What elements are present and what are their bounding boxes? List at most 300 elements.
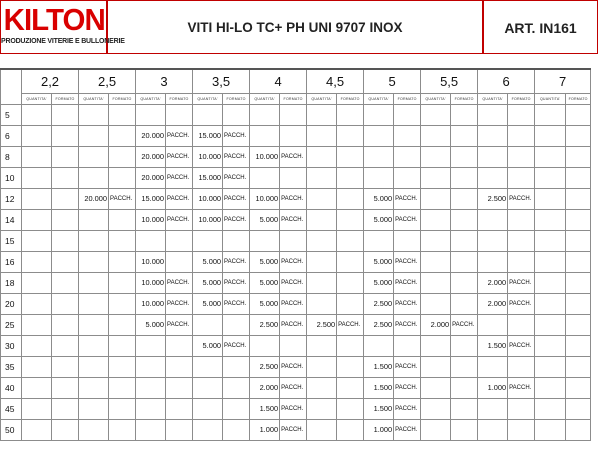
quantity-cell: 1.000	[364, 419, 394, 440]
format-cell	[52, 188, 79, 209]
quantity-cell: 1.000	[250, 419, 280, 440]
diameter-header: 2,2	[22, 69, 79, 93]
format-cell: PACCH.	[223, 188, 250, 209]
quantity-cell	[421, 398, 451, 419]
quantity-cell: 5.000	[193, 293, 223, 314]
quantity-cell: 2.000	[478, 293, 508, 314]
format-cell: PACCH.	[223, 125, 250, 146]
quantity-cell	[535, 146, 566, 167]
quantity-subheader: QUANTITA'	[79, 93, 109, 104]
quantity-cell	[79, 251, 109, 272]
quantity-cell: 2.000	[421, 314, 451, 335]
format-cell: PACCH.	[223, 251, 250, 272]
quantity-cell: 2.500	[250, 314, 280, 335]
format-cell	[337, 293, 364, 314]
format-cell	[223, 314, 250, 335]
format-cell	[508, 104, 535, 125]
length-label: 25	[1, 314, 22, 335]
format-cell: PACCH.	[223, 335, 250, 356]
quantity-cell	[478, 167, 508, 188]
quantity-cell: 1.500	[364, 356, 394, 377]
quantity-cell	[193, 398, 223, 419]
format-cell	[566, 314, 591, 335]
format-cell: PACCH.	[394, 314, 421, 335]
format-cell	[508, 125, 535, 146]
format-cell	[394, 230, 421, 251]
quantity-cell	[421, 419, 451, 440]
table-row	[1, 398, 591, 419]
quantity-cell	[22, 146, 52, 167]
quantity-cell	[535, 209, 566, 230]
quantity-cell	[79, 356, 109, 377]
quantity-cell: 1.000	[478, 377, 508, 398]
quantity-cell	[478, 356, 508, 377]
format-cell	[223, 356, 250, 377]
quantity-cell: 10.000	[193, 209, 223, 230]
format-cell	[451, 230, 478, 251]
format-cell: PACCH.	[223, 272, 250, 293]
format-cell	[508, 167, 535, 188]
quantity-cell	[421, 125, 451, 146]
format-cell	[566, 125, 591, 146]
table-row	[1, 293, 591, 314]
diameter-header: 5,5	[421, 69, 478, 93]
table-row	[1, 209, 591, 230]
format-cell: PACCH.	[394, 293, 421, 314]
format-cell	[337, 146, 364, 167]
quantity-cell	[250, 230, 280, 251]
format-cell	[52, 398, 79, 419]
format-cell	[566, 188, 591, 209]
format-cell: PACCH.	[280, 272, 307, 293]
format-cell	[566, 377, 591, 398]
format-cell	[280, 167, 307, 188]
quantity-cell: 5.000	[193, 251, 223, 272]
quantity-cell	[307, 251, 337, 272]
quantity-cell: 5.000	[364, 209, 394, 230]
quantity-cell	[250, 335, 280, 356]
quantity-cell	[478, 419, 508, 440]
length-label: 18	[1, 272, 22, 293]
quantity-cell	[136, 419, 166, 440]
format-cell: PACCH.	[394, 251, 421, 272]
format-cell	[109, 125, 136, 146]
quantity-cell	[79, 125, 109, 146]
diameter-header: 3,5	[193, 69, 250, 93]
format-cell	[337, 104, 364, 125]
format-subheader: FORMATO	[566, 93, 591, 104]
format-cell	[109, 314, 136, 335]
product-title: VITI HI-LO TC+ PH UNI 9707 INOX	[108, 1, 484, 54]
format-cell	[52, 356, 79, 377]
quantity-cell	[79, 209, 109, 230]
format-cell: PACCH.	[280, 209, 307, 230]
table-row	[1, 314, 591, 335]
company-logo	[1, 1, 125, 54]
format-cell	[394, 335, 421, 356]
format-cell: PACCH.	[280, 188, 307, 209]
table-row	[1, 167, 591, 188]
diameter-header: 2,5	[79, 69, 136, 93]
format-cell: PACCH.	[280, 293, 307, 314]
format-cell	[566, 335, 591, 356]
length-label: 5	[1, 104, 22, 125]
format-cell	[337, 377, 364, 398]
quantity-cell	[307, 104, 337, 125]
quantity-cell: 1.500	[250, 398, 280, 419]
length-label: 15	[1, 230, 22, 251]
quantity-cell	[421, 251, 451, 272]
format-cell	[109, 293, 136, 314]
format-cell: PACCH.	[166, 188, 193, 209]
format-cell: PACCH.	[280, 377, 307, 398]
format-cell	[337, 335, 364, 356]
format-cell	[451, 419, 478, 440]
format-cell	[166, 335, 193, 356]
format-cell	[337, 398, 364, 419]
quantity-cell	[22, 167, 52, 188]
quantity-cell	[307, 167, 337, 188]
format-cell	[451, 167, 478, 188]
table-row	[1, 251, 591, 272]
quantity-cell	[535, 272, 566, 293]
format-cell	[166, 230, 193, 251]
table-row	[1, 335, 591, 356]
quantity-cell	[79, 293, 109, 314]
quantity-subheader: QUANTITA'	[136, 93, 166, 104]
format-cell	[566, 230, 591, 251]
length-label: 35	[1, 356, 22, 377]
format-cell	[451, 146, 478, 167]
header	[0, 0, 598, 54]
quantity-cell	[307, 398, 337, 419]
format-cell: PACCH.	[394, 419, 421, 440]
format-cell: PACCH.	[394, 188, 421, 209]
quantity-cell	[364, 335, 394, 356]
quantity-cell: 10.000	[136, 209, 166, 230]
quantity-cell	[307, 419, 337, 440]
format-cell	[566, 104, 591, 125]
format-cell	[394, 125, 421, 146]
quantity-cell	[250, 125, 280, 146]
quantity-cell	[22, 230, 52, 251]
format-cell: PACCH.	[280, 314, 307, 335]
quantity-cell	[535, 335, 566, 356]
format-cell	[508, 419, 535, 440]
format-cell	[451, 209, 478, 230]
table-row	[1, 272, 591, 293]
format-cell: PACCH.	[451, 314, 478, 335]
quantity-cell	[421, 335, 451, 356]
quantity-cell: 1.500	[364, 377, 394, 398]
format-cell	[166, 419, 193, 440]
quantity-cell	[79, 419, 109, 440]
format-cell	[52, 125, 79, 146]
quantity-cell	[421, 356, 451, 377]
logo-subtitle: PRODUZIONE VITERIE E BULLONERIE	[1, 38, 125, 45]
length-label: 30	[1, 335, 22, 356]
table-row	[1, 146, 591, 167]
diameter-header: 4	[250, 69, 307, 93]
format-cell	[52, 230, 79, 251]
format-cell	[166, 398, 193, 419]
table-row	[1, 419, 591, 440]
format-cell: PACCH.	[223, 293, 250, 314]
format-cell	[508, 146, 535, 167]
quantity-cell	[364, 167, 394, 188]
quantity-cell	[307, 335, 337, 356]
format-cell: PACCH.	[337, 314, 364, 335]
format-cell	[223, 377, 250, 398]
format-cell	[508, 314, 535, 335]
quantity-cell	[79, 272, 109, 293]
quantity-cell: 10.000	[193, 188, 223, 209]
quantity-cell	[193, 230, 223, 251]
format-cell: PACCH.	[166, 272, 193, 293]
quantity-subheader: QUANTITA'	[478, 93, 508, 104]
quantity-cell	[421, 146, 451, 167]
format-cell	[394, 104, 421, 125]
format-subheader: FORMATO	[223, 93, 250, 104]
diameter-header-row	[1, 69, 591, 93]
quantity-cell	[22, 125, 52, 146]
quantity-subheader: QUANTITA'	[535, 93, 566, 104]
quantity-cell: 10.000	[136, 293, 166, 314]
format-cell	[109, 272, 136, 293]
format-cell: PACCH.	[508, 335, 535, 356]
quantity-cell	[535, 167, 566, 188]
format-subheader: FORMATO	[451, 93, 478, 104]
format-cell	[566, 209, 591, 230]
quantity-subheader: QUANTITA'	[421, 93, 451, 104]
table-row	[1, 104, 591, 125]
format-cell	[166, 104, 193, 125]
format-cell: PACCH.	[223, 146, 250, 167]
quantity-cell	[478, 230, 508, 251]
format-cell	[166, 251, 193, 272]
format-cell: PACCH.	[166, 314, 193, 335]
format-cell	[566, 356, 591, 377]
quantity-cell: 15.000	[193, 125, 223, 146]
format-cell	[337, 188, 364, 209]
quantity-cell	[421, 167, 451, 188]
format-cell	[566, 167, 591, 188]
quantity-cell	[136, 230, 166, 251]
format-cell	[451, 398, 478, 419]
format-cell	[337, 272, 364, 293]
length-label: 8	[1, 146, 22, 167]
quantity-cell	[22, 419, 52, 440]
quantity-cell: 10.000	[136, 251, 166, 272]
format-cell	[166, 356, 193, 377]
table-row	[1, 230, 591, 251]
quantity-cell	[535, 356, 566, 377]
format-cell: PACCH.	[508, 188, 535, 209]
table-row	[1, 125, 591, 146]
format-cell	[109, 419, 136, 440]
format-cell	[52, 146, 79, 167]
quantity-cell: 5.000	[250, 293, 280, 314]
quantity-cell	[478, 146, 508, 167]
quantity-cell	[193, 356, 223, 377]
quantity-cell: 5.000	[136, 314, 166, 335]
quantity-cell	[193, 314, 223, 335]
quantity-cell	[307, 377, 337, 398]
format-cell	[508, 356, 535, 377]
format-cell	[451, 272, 478, 293]
format-cell: PACCH.	[166, 167, 193, 188]
format-cell: PACCH.	[508, 377, 535, 398]
format-cell	[280, 335, 307, 356]
format-cell	[566, 146, 591, 167]
quantity-cell: 5.000	[250, 209, 280, 230]
quantity-cell	[535, 377, 566, 398]
format-cell	[109, 104, 136, 125]
format-cell	[109, 335, 136, 356]
quantity-cell: 2.500	[364, 293, 394, 314]
length-label: 6	[1, 125, 22, 146]
format-cell	[337, 167, 364, 188]
format-cell	[451, 293, 478, 314]
quantity-cell	[421, 377, 451, 398]
format-cell: PACCH.	[508, 293, 535, 314]
quantity-cell	[307, 272, 337, 293]
format-cell	[166, 377, 193, 398]
format-cell: PACCH.	[109, 188, 136, 209]
quantity-cell	[364, 230, 394, 251]
length-label: 12	[1, 188, 22, 209]
quantity-cell	[535, 293, 566, 314]
format-cell	[109, 398, 136, 419]
quantity-cell	[79, 377, 109, 398]
length-label: 14	[1, 209, 22, 230]
quantity-cell	[22, 293, 52, 314]
quantity-cell: 2.500	[250, 356, 280, 377]
format-cell: PACCH.	[280, 251, 307, 272]
quantity-cell: 2.500	[307, 314, 337, 335]
format-cell	[52, 209, 79, 230]
quantity-cell	[193, 377, 223, 398]
format-subheader: FORMATO	[280, 93, 307, 104]
format-cell	[566, 272, 591, 293]
diameter-header: 4,5	[307, 69, 364, 93]
format-cell	[52, 167, 79, 188]
format-cell	[280, 230, 307, 251]
format-cell: PACCH.	[394, 272, 421, 293]
format-cell	[52, 251, 79, 272]
format-cell	[451, 104, 478, 125]
format-cell	[223, 419, 250, 440]
quantity-cell	[22, 272, 52, 293]
quantity-subheader: QUANTITA'	[364, 93, 394, 104]
length-label: 16	[1, 251, 22, 272]
quantity-cell	[79, 314, 109, 335]
format-cell	[52, 335, 79, 356]
quantity-cell	[364, 146, 394, 167]
format-cell	[508, 230, 535, 251]
length-label: 45	[1, 398, 22, 419]
format-cell: PACCH.	[394, 398, 421, 419]
quantity-cell: 2.500	[364, 314, 394, 335]
format-cell	[337, 356, 364, 377]
quantity-cell: 20.000	[79, 188, 109, 209]
format-cell: PACCH.	[223, 209, 250, 230]
format-cell: PACCH.	[508, 272, 535, 293]
quantity-cell	[22, 335, 52, 356]
quantity-cell	[79, 146, 109, 167]
quantity-cell	[22, 377, 52, 398]
quantity-cell	[535, 251, 566, 272]
format-cell	[451, 125, 478, 146]
quantity-cell: 1.500	[478, 335, 508, 356]
format-cell	[566, 419, 591, 440]
format-subheader: FORMATO	[337, 93, 364, 104]
quantity-cell: 15.000	[193, 167, 223, 188]
quantity-cell: 5.000	[364, 251, 394, 272]
quantity-cell	[421, 293, 451, 314]
quantity-cell	[22, 314, 52, 335]
quantity-cell	[535, 398, 566, 419]
format-cell	[109, 230, 136, 251]
format-subheader: FORMATO	[394, 93, 421, 104]
format-cell: PACCH.	[166, 293, 193, 314]
format-cell	[508, 209, 535, 230]
quantity-cell: 2.500	[478, 188, 508, 209]
length-label: 10	[1, 167, 22, 188]
quantity-cell	[307, 293, 337, 314]
quantity-cell: 5.000	[193, 335, 223, 356]
format-cell: PACCH.	[280, 419, 307, 440]
quantity-cell	[421, 188, 451, 209]
format-cell: PACCH.	[223, 167, 250, 188]
diameter-header: 3	[136, 69, 193, 93]
format-cell: PACCH.	[280, 398, 307, 419]
format-cell	[52, 314, 79, 335]
quantity-cell: 5.000	[193, 272, 223, 293]
quantity-cell	[478, 251, 508, 272]
logo-wordmark: KILTON	[3, 2, 105, 37]
table-row	[1, 356, 591, 377]
quantity-cell: 10.000	[136, 272, 166, 293]
quantity-cell	[193, 104, 223, 125]
quantity-cell	[136, 398, 166, 419]
quantity-cell	[307, 188, 337, 209]
format-cell: PACCH.	[394, 377, 421, 398]
quantity-cell: 20.000	[136, 125, 166, 146]
quantity-cell	[79, 167, 109, 188]
quantity-cell	[535, 419, 566, 440]
length-label: 50	[1, 419, 22, 440]
quantity-cell	[136, 377, 166, 398]
format-subheader: FORMATO	[166, 93, 193, 104]
format-cell: PACCH.	[280, 356, 307, 377]
quantity-cell: 10.000	[250, 188, 280, 209]
quantity-cell	[535, 314, 566, 335]
quantity-cell	[22, 209, 52, 230]
quantity-cell	[307, 125, 337, 146]
quantity-cell	[478, 125, 508, 146]
format-subheader: FORMATO	[109, 93, 136, 104]
format-cell	[280, 125, 307, 146]
format-cell	[223, 230, 250, 251]
format-cell	[394, 167, 421, 188]
length-label: 20	[1, 293, 22, 314]
quantity-cell	[79, 335, 109, 356]
quantity-cell	[79, 104, 109, 125]
format-cell	[109, 167, 136, 188]
quantity-subheader: QUANTITA'	[193, 93, 223, 104]
quantity-cell	[307, 146, 337, 167]
